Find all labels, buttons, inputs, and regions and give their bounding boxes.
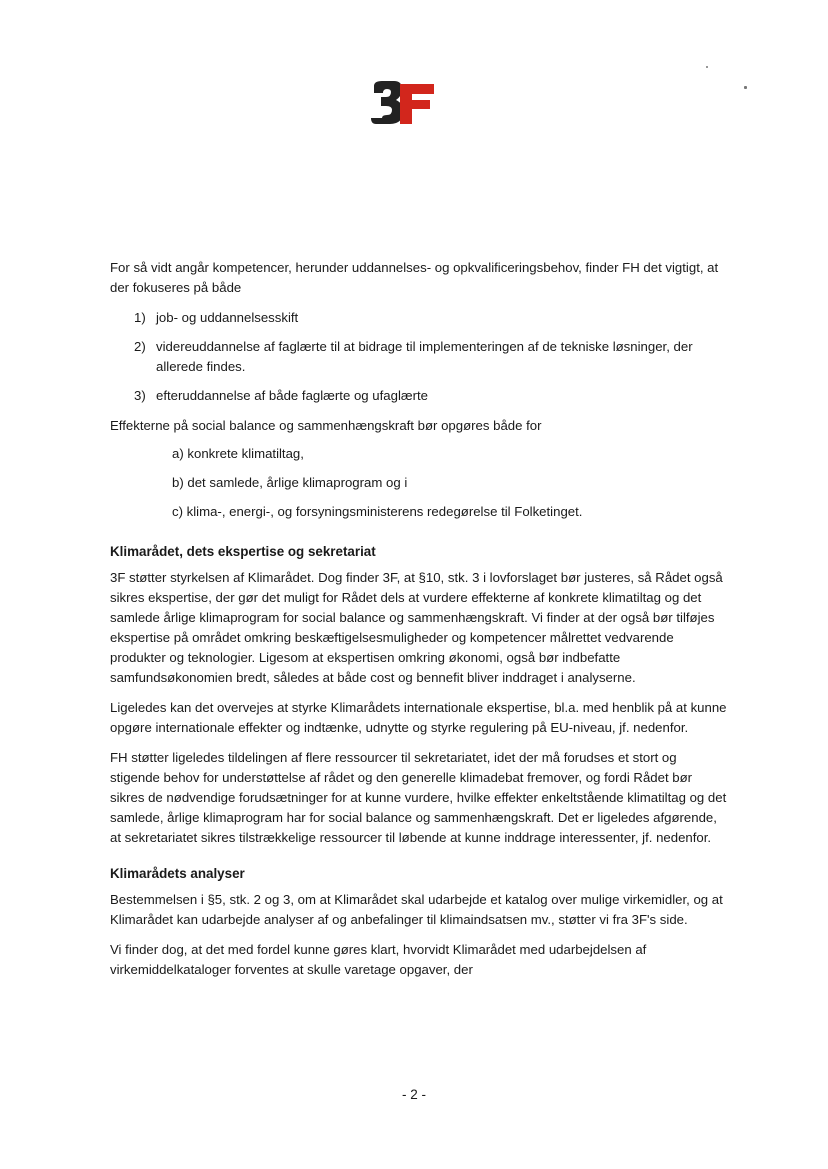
list-item: c) klima-, energi-, og forsyningsministerens redegørelse til Folketinget. (172, 504, 583, 519)
scan-speck (706, 66, 708, 68)
paragraph: 3F støtter styrkelsen af Klimarådet. Dog finder 3F, at §10, stk. 3 i lovforslaget bør justeres, så Rådet også sikres ekspertise, der gør det muligt for Rådet dels at vurdere effekterne af konkrete klimatiltag og det samlede årlige klimaprogram for social balance og sammenhængskraft. Vi finder at der også bør tilføjes ekspertise på området omkring beskæftigelsesmuligheder og kompetencer målrettet vedvarende produkter og teknologier. Ligesom at ekspertisen omkring økonomi, også bør indbefatte samfundsøkonomien bredt, således at både cost og bennefit bliver inddraget i analyserne. (110, 570, 723, 685)
section-heading: Klimarådet, dets ekspertise og sekretariat (110, 544, 376, 559)
section-heading: Klimarådets analyser (110, 866, 245, 881)
paragraph: Ligeledes kan det overvejes at styrke Klimarådets internationale ekspertise, bl.a. med henblik på at kunne opgøre internationale effekter og indtænke, udnytte og styrke regulering på EU-niveau, jf. nedenfor. (110, 700, 727, 735)
document-body (110, 258, 730, 990)
numbered-list (110, 308, 730, 406)
intro-paragraph: For så vidt angår kompetencer, herunder uddannelses- og opkvalificeringsbehov, finder FH det vigtigt, at der fokuseres på både (110, 260, 719, 295)
alpha-list (110, 444, 730, 522)
list-item: a) konkrete klimatiltag, (172, 446, 304, 461)
list-item: 3) efteruddannelse af både faglærte og ufaglærte (134, 388, 428, 403)
list-item: 1) job- og uddannelsesskift (134, 310, 299, 325)
paragraph: Bestemmelsen i §5, stk. 2 og 3, om at Klimarådet skal udarbejde et katalog over mulige virkemidler, og at Klimarådet kan udarbejde analyser af og anbefalinger til klimaindsatsen mv., støtter vi fra 3F's side. (110, 892, 723, 927)
page-number: - 2 - (401, 1087, 426, 1102)
list-item: 2) videreuddannelse af faglærte til at bidrage til implementeringen af de tekniske løsninger, der allerede findes. (134, 339, 693, 374)
effects-intro: Effekterne på social balance og sammenhængskraft bør opgøres både for (110, 418, 542, 433)
list-item: b) det samlede, årlige klimaprogram og i (172, 475, 408, 490)
paragraph: Vi finder dog, at det med fordel kunne gøres klart, hvorvidt Klimarådet med udarbejdelsen af virkemiddelkataloger forventes at skulle varetage opgaver, der (110, 942, 647, 977)
paragraph: FH støtter ligeledes tildelingen af flere ressourcer til sekretariatet, idet der må forudses et stort og stigende behov for understøttelse af rådet og den generelle klimadebat fremover, og fordi Rådet bør sikres de nødvendige forudsætninger for at kunne vurdere, hvilke effekter enkeltstående klimatiltag og det samlede, årlige klimaprogram har for social balance og sammenhængskraft. Det er ligeledes afgørende, at sekretariatet sikres tilstrækkelige ressourcer til løbende at kunne inddrage interessenter, jf. nedenfor. (110, 750, 727, 845)
3f-logo (370, 80, 440, 126)
scan-speck (744, 86, 747, 89)
